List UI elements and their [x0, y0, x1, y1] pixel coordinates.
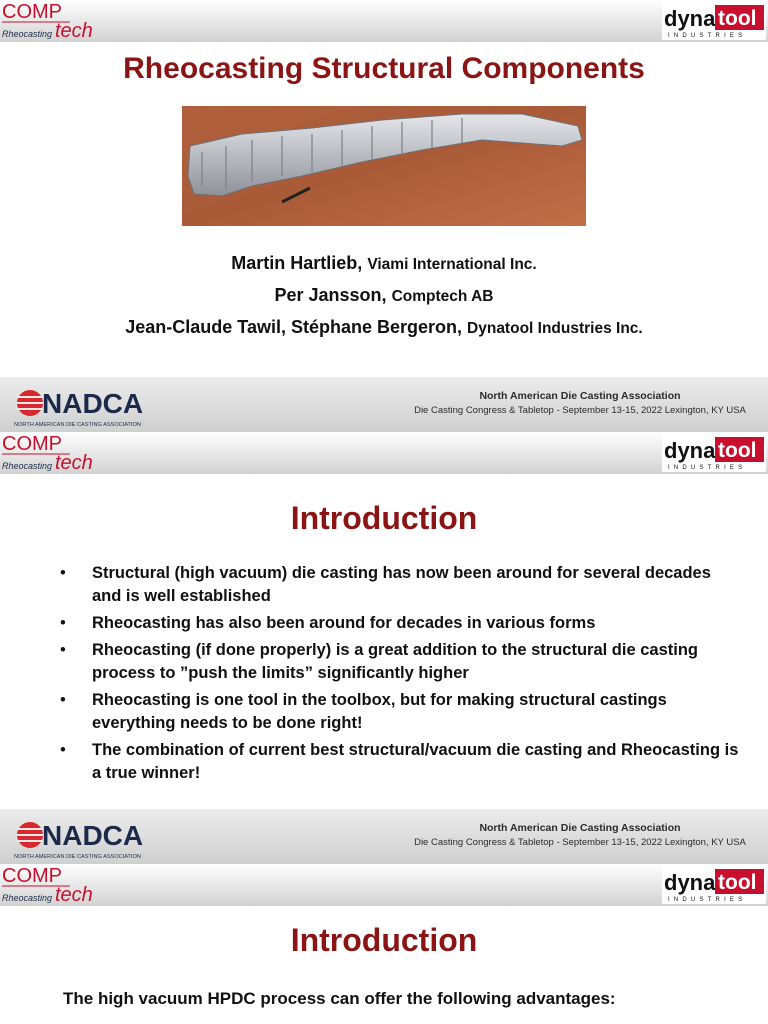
dynatool-logo [662, 2, 766, 40]
svg-text:NADCA: NADCA [42, 388, 144, 419]
slide-heading: Introduction [290, 500, 478, 536]
comptech-logo [0, 864, 106, 906]
nadca-logo [12, 383, 172, 429]
bullet-glyph: • [60, 564, 66, 582]
svg-text:dyna: dyna [664, 438, 716, 463]
lead-text: The high vacuum HPDC process can offer the following advantages: [63, 989, 616, 1008]
footer-event: Die Casting Congress & Tabletop - September 13-15, 2022 Lexington, KY USA [414, 405, 746, 416]
bullet-item [60, 739, 740, 785]
author-name: Martin Hartlieb, [231, 253, 363, 273]
bullet-text: Rheocasting (if done properly) is a great addition to the structural die casting process to ”push the limits” significantly higher [92, 641, 698, 682]
svg-text:Rheocasting: Rheocasting [2, 461, 53, 471]
bullet-glyph: • [60, 641, 66, 659]
comptech-logo [0, 432, 106, 474]
slide-title [0, 0, 768, 432]
bullet-glyph: • [60, 741, 66, 759]
bullet-text: The combination of current best structural/vacuum die casting and Rheocasting is a true winner! [92, 741, 739, 782]
slide-footer [0, 809, 768, 864]
author-affiliation: Dynatool Industries Inc. [467, 320, 643, 337]
comptech-logo [0, 0, 106, 42]
svg-text:Rheocasting: Rheocasting [2, 893, 53, 903]
svg-text:COMP: COMP [2, 433, 62, 455]
nadca-logo [12, 815, 172, 861]
bullet-glyph: • [60, 614, 66, 632]
slide-introduction [0, 432, 768, 864]
svg-text:dyna: dyna [664, 6, 716, 31]
footer-association: North American Die Casting Association [479, 390, 681, 402]
slide-header [0, 0, 768, 42]
bullet-item [60, 689, 740, 735]
svg-text:tech: tech [55, 20, 93, 42]
author-line [0, 250, 768, 282]
slide-footer [0, 377, 768, 432]
slide-heading: Introduction [290, 922, 478, 958]
slide-title-heading: Rheocasting Structural Components [123, 52, 645, 85]
bullet-list [60, 562, 740, 789]
svg-text:tech: tech [55, 452, 93, 474]
svg-text:tool: tool [718, 871, 757, 894]
author-name: Per Jansson, [274, 285, 387, 305]
author-affiliation: Viami International Inc. [367, 256, 537, 273]
footer-event: Die Casting Congress & Tabletop - September 13-15, 2022 Lexington, KY USA [414, 837, 746, 848]
author-line [0, 282, 768, 314]
svg-text:Rheocasting: Rheocasting [2, 29, 53, 39]
bullet-text: Rheocasting has also been around for decades in various forms [92, 614, 596, 632]
svg-text:tool: tool [718, 439, 757, 462]
svg-text:tool: tool [718, 7, 757, 30]
slide-introduction-advantages [0, 864, 768, 1024]
svg-text:tech: tech [55, 884, 93, 906]
bullet-item [60, 562, 740, 608]
slide-header [0, 864, 768, 906]
svg-text:COMP: COMP [2, 1, 62, 23]
bullet-item [60, 639, 740, 685]
footer-association: North American Die Casting Association [479, 822, 681, 834]
svg-text:dyna: dyna [664, 870, 716, 895]
author-affiliation: Comptech AB [391, 288, 494, 305]
svg-text:COMP: COMP [2, 865, 62, 887]
svg-text:NORTH AMERICAN DIE CASTING ASS: NORTH AMERICAN DIE CASTING ASSOCIATION [14, 422, 141, 428]
bullet-text: Structural (high vacuum) die casting has now been around for several decades and is well established [92, 564, 711, 605]
dynatool-logo [662, 434, 766, 472]
author-line [0, 314, 768, 346]
dynatool-logo [662, 866, 766, 904]
svg-text:NORTH AMERICAN DIE CASTING ASS: NORTH AMERICAN DIE CASTING ASSOCIATION [14, 854, 141, 860]
svg-text:INDUSTRIES: INDUSTRIES [668, 465, 747, 471]
svg-text:NADCA: NADCA [42, 820, 144, 851]
slide-header [0, 432, 768, 474]
bullet-text: Rheocasting is one tool in the toolbox, but for making structural castings everything needs to be done right! [92, 691, 667, 732]
svg-text:INDUSTRIES: INDUSTRIES [668, 897, 747, 903]
author-list [0, 250, 768, 346]
bullet-item [60, 612, 740, 635]
svg-text:INDUSTRIES: INDUSTRIES [668, 33, 747, 39]
author-name: Jean-Claude Tawil, Stéphane Bergeron, [125, 317, 463, 337]
bullet-glyph: • [60, 691, 66, 709]
casting-photo [182, 106, 586, 226]
